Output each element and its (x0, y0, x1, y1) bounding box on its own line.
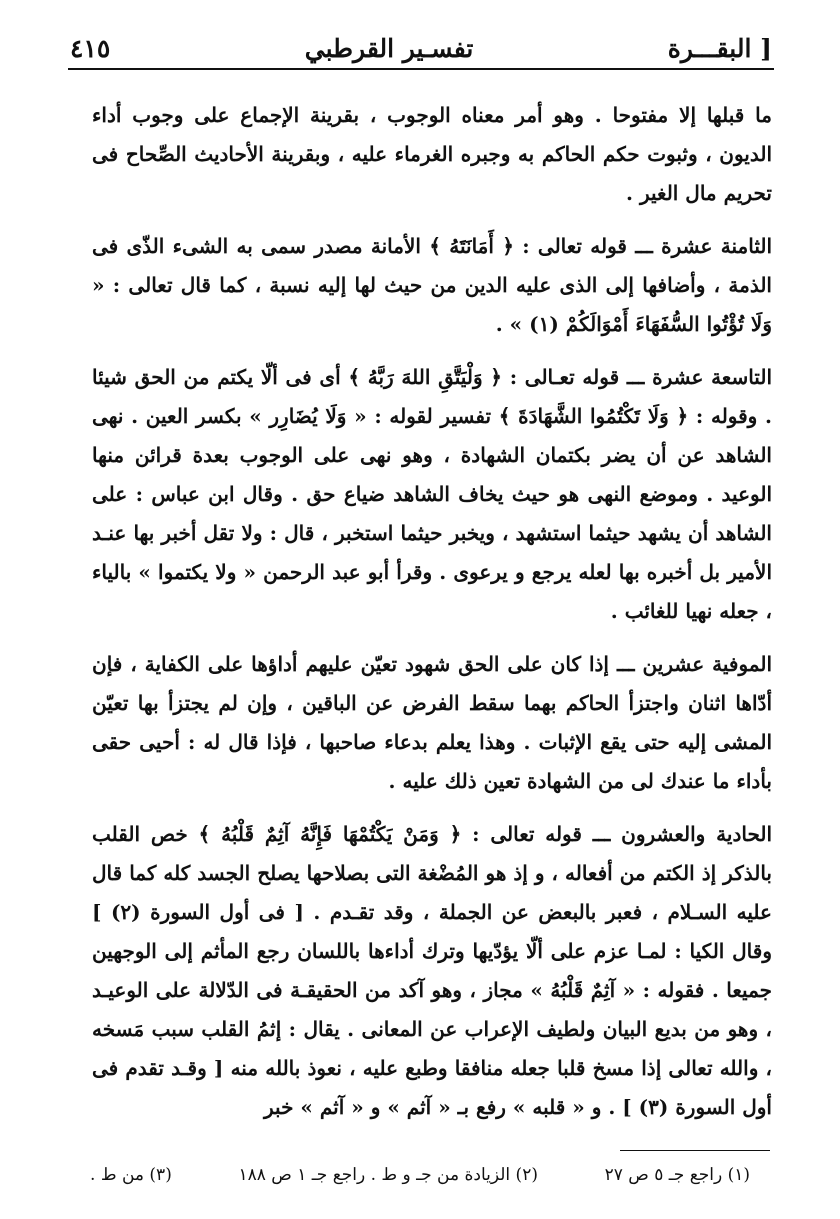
running-header (70, 28, 772, 68)
header-bracket: ] (760, 33, 772, 63)
footnotes (90, 1165, 750, 1185)
header-rule (68, 68, 774, 70)
footnote-1: (١) راجع جـ ٥ ص ٢٧ (604, 1165, 750, 1185)
paragraph: التاسعة عشرة ـــ قوله تعـالى : ﴿ وَلْيَتَّقِ اللهَ رَبَّهُ ﴾ أى فى ألّا يكتم من الحق شيئا . وقوله : ﴿ وَلَا تَكْتُمُوا الشَّهَادَةَ ﴾ تفسير لقوله : « وَلَا يُضَارِر » بكسر العين . نهى الشاهد عن أن يضر بكتمان الشهادة ، وهو نهى على الوجوب بعدة قرائن منها الوعيد . وموضع النهى هو حيث يخاف الشاهد ضياع حق . وقال ابن عباس : على الشاهد أن يشهد حيثما استشهد ، ويخبر حيثما استخبر ، قال : ولا تقل أخبر بها عنـد الأمير بل أخبره بها لعله يرجع و يرعوى . وقرأ أبو عبد الرحمن « ولا يكتموا » بالياء ، جعله نهيا للغائب . (92, 365, 772, 623)
paragraph: الحادية والعشرون ـــ قوله تعالى : ﴿ وَمَنْ يَكْتُمْهَا فَإِنَّهُ آثِمٌ قَلْبُهُ ﴾ خص القلب بالذكر إذ الكتم من أفعاله ، و إذ هو المُضْغة التى بصلاحها يصلح الجسد كله كما قال عليه السـلام ، فعبر بالبعض عن الجملة ، وقد تقـدم . [ فى أول السورة (٢) ] وقال الكيا : لمـا عزم على ألّا يؤدّيها وترك أداءها باللسان رجع المأثم إلى الوجهين جميعا . فقوله : « آثِمٌ قَلْبُهُ » مجاز ، وهو آكد من الحقيقـة فى الدّلالة على الوعيـد ، وهو من بديع البيان ولطيف الإعراب عن المعانى . يقال : إثمُ القلب سبب مَسخه ، والله تعالى إذا مسخ قلبا جعله منافقا وطبع عليه ، نعوذ بالله منه [ وقـد تقدم فى أول السورة (٣) ] . و « قلبه » رفع بـ « آثم » و « آثم » خبر (92, 822, 772, 1119)
surah-name (668, 34, 772, 63)
footnote-2: (٢) الزيادة من جـ و ط . راجع جـ ١ ص ١٨٨ (238, 1165, 538, 1185)
book-title: تفسـير القرطبي (304, 33, 474, 63)
footnote-3: (٣) من ط . (90, 1165, 172, 1185)
surah-label: البقـــرة (667, 33, 752, 63)
paragraph: الموفية عشرين ـــ إذا كان على الحق شهود تعيّن عليهم أداؤها على الكفاية ، فإن أدّاها اثنان واجتزأ الحاكم بهما سقط الفرض عن الباقين ، وإن لم يجتزأ بها تعيّن المشى إليه حتى يقع الإثبات . وهذا يعلم بدعاء صاحبها ، فإذا قال له : أحيى حقى بأداء ما عندك لى من الشهادة تعين ذلك عليه . (92, 652, 773, 793)
paragraph: الثامنة عشرة ـــ قوله تعالى : ﴿ أَمَانَتَهُ ﴾ الأمانة مصدر سمى به الشىء الذّى فى الذمة ، وأضافها إلى الذى عليه الدين من حيث لها إليه نسبة ، كما قال تعالى : « وَلَا تُؤْتُوا السُّفَهَاءَ أَمْوَالَكُمْ (١) » . (92, 234, 772, 336)
main-text (92, 96, 772, 1133)
paragraph: ما قبلها إلا مفتوحا . وهو أمر معناه الوجوب ، بقرينة الإجماع على وجوب أداء الديون ، وثبوت حكم الحاكم به وجبره الغرماء عليه ، وبقرينة الأحاديث الصِّحاح فى تحريم مال الغير . (92, 103, 772, 205)
page-number: ٤١٥ (70, 33, 111, 63)
footnote-rule (620, 1150, 770, 1151)
